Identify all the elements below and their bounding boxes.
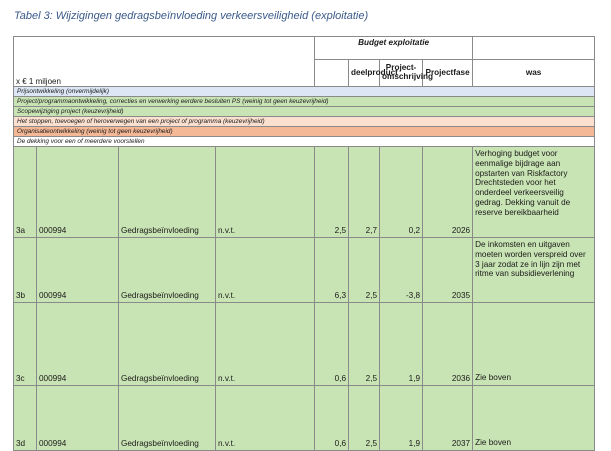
project-cell: Gedragsbeïnvloeding: [119, 146, 216, 237]
legend-row: [14, 86, 595, 96]
projectfase-cell: n.v.t.: [216, 237, 315, 302]
omschrijving-cell: De inkomsten en uitgaven moeten worden verspreid over 3 jaar zodat ze in lijn zijn met ritme van subsidieverlening: [473, 237, 595, 302]
col-id-header: [315, 60, 349, 87]
project-cell: Gedragsbeïnvloeding: [119, 302, 216, 385]
legend-row: [14, 126, 595, 136]
col-deelproduct-header: deelproduct: [349, 60, 380, 87]
omschrijving-cell: Zie boven: [473, 385, 595, 450]
table-caption: Tabel 3: Wijzigingen gedragsbeïnvloeding verkeersveiligheid (exploitatie): [14, 10, 369, 22]
projectfase-cell: n.v.t.: [216, 146, 315, 237]
budget-group-header: Budget exploitatie: [315, 37, 473, 60]
table-row: [14, 385, 595, 450]
deelproduct-cell: 000994: [37, 146, 119, 237]
legend-item: Organisatieontwikkeling (weinig tot geen keuzevrijheid): [14, 126, 595, 136]
deelproduct-cell: 000994: [37, 385, 119, 450]
legend-row: [14, 116, 595, 126]
row-id: 3a: [14, 146, 37, 237]
omschrijving-cell: Verhoging budget voor eenmalige bijdrage aan opstarten van Riskfactory Drechtsteden voor het onderdeel verkeersveilig gedrag. Dekking vanuit de reserve bereikbaarheid: [473, 146, 595, 237]
legend-item: Het stoppen, toevoegen of heroverwegen van een project of programma (keuzevrijheid): [14, 116, 595, 126]
wordt-cell: 2,5: [349, 302, 380, 385]
row-id: 3c: [14, 302, 37, 385]
empty-header-cell: [473, 37, 595, 60]
verschil-cell: 1,9: [380, 302, 423, 385]
legend-item: Scopewijziging project (keuzevrijheid): [14, 106, 595, 116]
jaar-cell: 2026: [423, 146, 473, 237]
col-project-header: Project-omschrijving: [380, 60, 423, 87]
legend-row: [14, 136, 595, 146]
was-cell: 0,6: [315, 385, 349, 450]
deelproduct-cell: 000994: [37, 302, 119, 385]
project-cell: Gedragsbeïnvloeding: [119, 385, 216, 450]
jaar-cell: 2037: [423, 385, 473, 450]
jaar-cell: 2035: [423, 237, 473, 302]
was-cell: 6,3: [315, 237, 349, 302]
table-row: [14, 146, 595, 237]
deelproduct-cell: 000994: [37, 237, 119, 302]
table-row: [14, 237, 595, 302]
omschrijving-cell: Zie boven: [473, 302, 595, 385]
col-was-header: was: [473, 60, 595, 87]
legend-row: [14, 106, 595, 116]
verschil-cell: 1,9: [380, 385, 423, 450]
legend-row: [14, 96, 595, 106]
legend-item: De dekking voor een of meerdere voorstellen: [14, 136, 595, 146]
verschil-cell: 0,2: [380, 146, 423, 237]
unit-label: x € 1 miljoen: [14, 37, 315, 87]
verschil-cell: -3,8: [380, 237, 423, 302]
table-row: [14, 302, 595, 385]
wordt-cell: 2,7: [349, 146, 380, 237]
project-cell: Gedragsbeïnvloeding: [119, 237, 216, 302]
legend-item: Prijsontwikkeling (onvermijdelijk): [14, 86, 595, 96]
row-id: 3b: [14, 237, 37, 302]
was-cell: 0,6: [315, 302, 349, 385]
header-row-top: [14, 37, 595, 60]
projectfase-cell: n.v.t.: [216, 385, 315, 450]
projectfase-cell: n.v.t.: [216, 302, 315, 385]
was-cell: 2,5: [315, 146, 349, 237]
jaar-cell: 2036: [423, 302, 473, 385]
wordt-cell: 2,5: [349, 237, 380, 302]
budget-table: [13, 36, 595, 451]
wordt-cell: 2,5: [349, 385, 380, 450]
row-id: 3d: [14, 385, 37, 450]
col-projectfase-header: Projectfase: [423, 60, 473, 87]
legend-item: Project/programmaontwikkeling, correcties en verwerking eerdere besluiten PS (weinig tot geen keuzevrijheid): [14, 96, 595, 106]
